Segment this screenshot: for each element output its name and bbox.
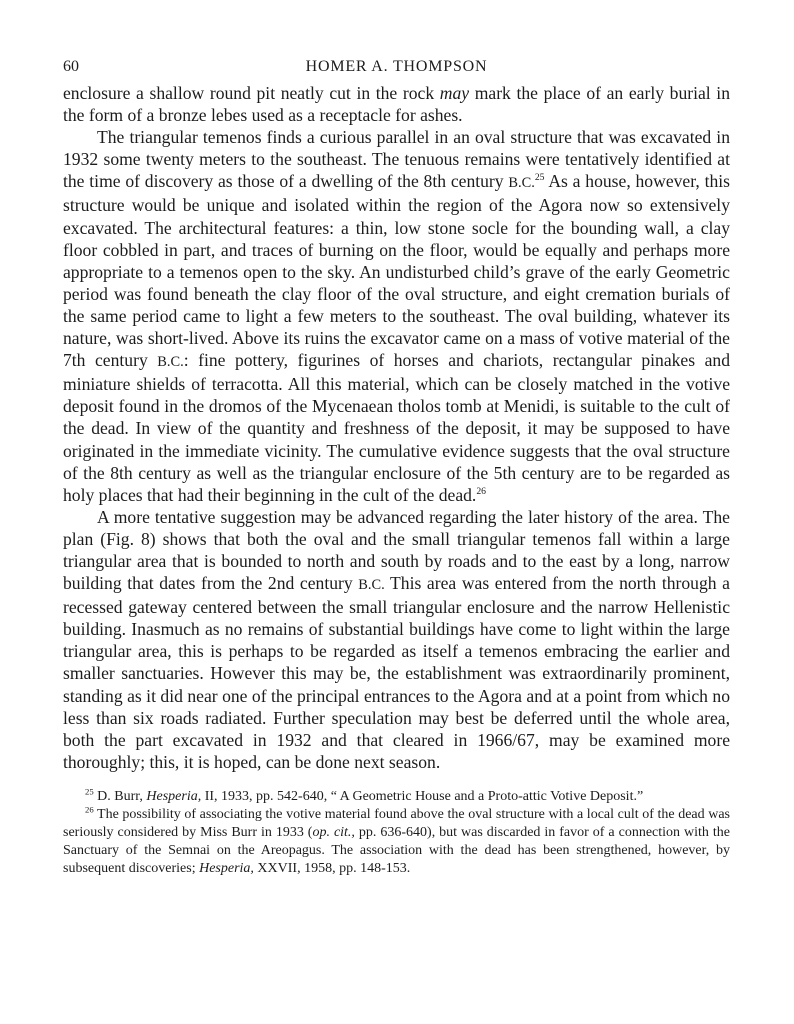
text-run: mark the place of an early burial in the form of a bronze lebes used as a receptacle for ashes. [63,83,730,126]
text-run: : fine pottery, figurines of horses and chariots, rectangular pinakes and miniature shields of terracotta. All this material, which can be closely matched in the votive deposit found in the dromos of the Mycenaean tholos tomb at Menidi, is suitable to the cult of the dead. In view of the quantity and freshness of the deposit, it may be supposed to have originated in the immediate vicinity. The cumulative evidence suggests that the oval structure of the 8th century as well as the triangular enclosure of the 5th century are to be regarded as holy places that had their beginning in the cult of the dead. [63,350,730,505]
text-run: II, 1933, pp. 542-640, “ A Geometric House and a Proto-attic Votive Deposit.” [201,788,644,804]
footnote-25 [63,788,730,806]
text-run: This area was entered from the north through a recessed gateway centered between the small triangular enclosure and the narrow Hellenistic building. Inasmuch as no remains of substantial buildings have come to light within the large triangular area, this is perhaps to be regarded as itself a temenos embracing the earlier and smaller sanctuaries. However this may be, the establishment was extraordinarily prominent, standing as it did near one of the principal entrances to the Agora and at a point from which no less than six roads radiated. Further speculation may best be deferred until the whole area, both the part excavated in 1932 and that cleared in 1966/67, may be examined more thoroughly; this, it is hoped, can be done next season. [63,573,730,772]
footnote-ref-26: 26 [476,485,487,497]
running-head-author: HOMER A. THOMPSON [305,58,488,75]
page-header [63,52,730,82]
text-run: As a house, however, this structure would be unique and isolated within the region of the Agora now so extensively excavated. The architectural features: a thin, low stone socle for the bounding wall, a clay floor cobbled in part, and traces of burning on the floor, would be equally and perhaps more appropriate to a temenos open to the sky. An undisturbed child’s grave of the early Geometric period was found beneath the clay floor of the oval structure, and eight cremation burials of the same period came to light a few meters to the southeast. The oval building, whatever its nature, was short-lived. Above its ruins the excavator came on a mass of votive material of the 7th century [63,171,730,371]
paragraph-3 [63,506,730,773]
citation-abbrev: op. cit., [312,824,355,840]
text-run: XXVII, 1958, pp. 148-153. [253,860,411,876]
footnote-26 [63,806,730,878]
journal-title: Hesperia, [199,860,254,876]
small-caps-era: B.C. [358,577,385,594]
footnotes [63,788,730,878]
emphasis: may [439,83,470,103]
text-run: The possibility of associating the votive material found above the oval structure with a local cult of the dead was seriously considered by Miss Burr in 1933 ( [63,806,730,840]
text-run: pp. 636-640), but was discarded in favor of a connection with the Sanctuary of the Semnai on the Areopagus. The association with the dead has been strengthened, however, by subsequent discoveries; [63,824,730,876]
page-number: 60 [63,58,79,75]
footnote-number: 26 [85,804,94,815]
journal-page [63,52,730,878]
footnote-number: 25 [85,786,94,797]
text-run: A more tentative suggestion may be advanced regarding the later history of the area. The plan (Fig. 8) shows that both the oval and the small triangular temenos fall within a large triangular area that is bounded to north and south by roads and to the east by a long, narrow building that dates from the 2nd century [63,506,730,594]
text-run: enclosure a shallow round pit neatly cut in the rock [63,83,440,103]
small-caps-era: B.C. [157,354,184,371]
body-text [63,82,730,773]
small-caps-era: B.C. [508,175,535,192]
journal-title: Hesperia, [146,788,202,804]
text-run: The triangular temenos finds a curious parallel in an oval structure that was excavated in 1932 some twenty meters to the southeast. The tenuous remains were tentatively identified at the time of discovery as those of a dwelling of the 8th century [63,127,730,192]
footnote-ref-25: 25 [534,172,545,184]
paragraph-1 [63,82,730,126]
paragraph-2 [63,126,730,506]
text-run: D. Burr, [93,788,147,804]
